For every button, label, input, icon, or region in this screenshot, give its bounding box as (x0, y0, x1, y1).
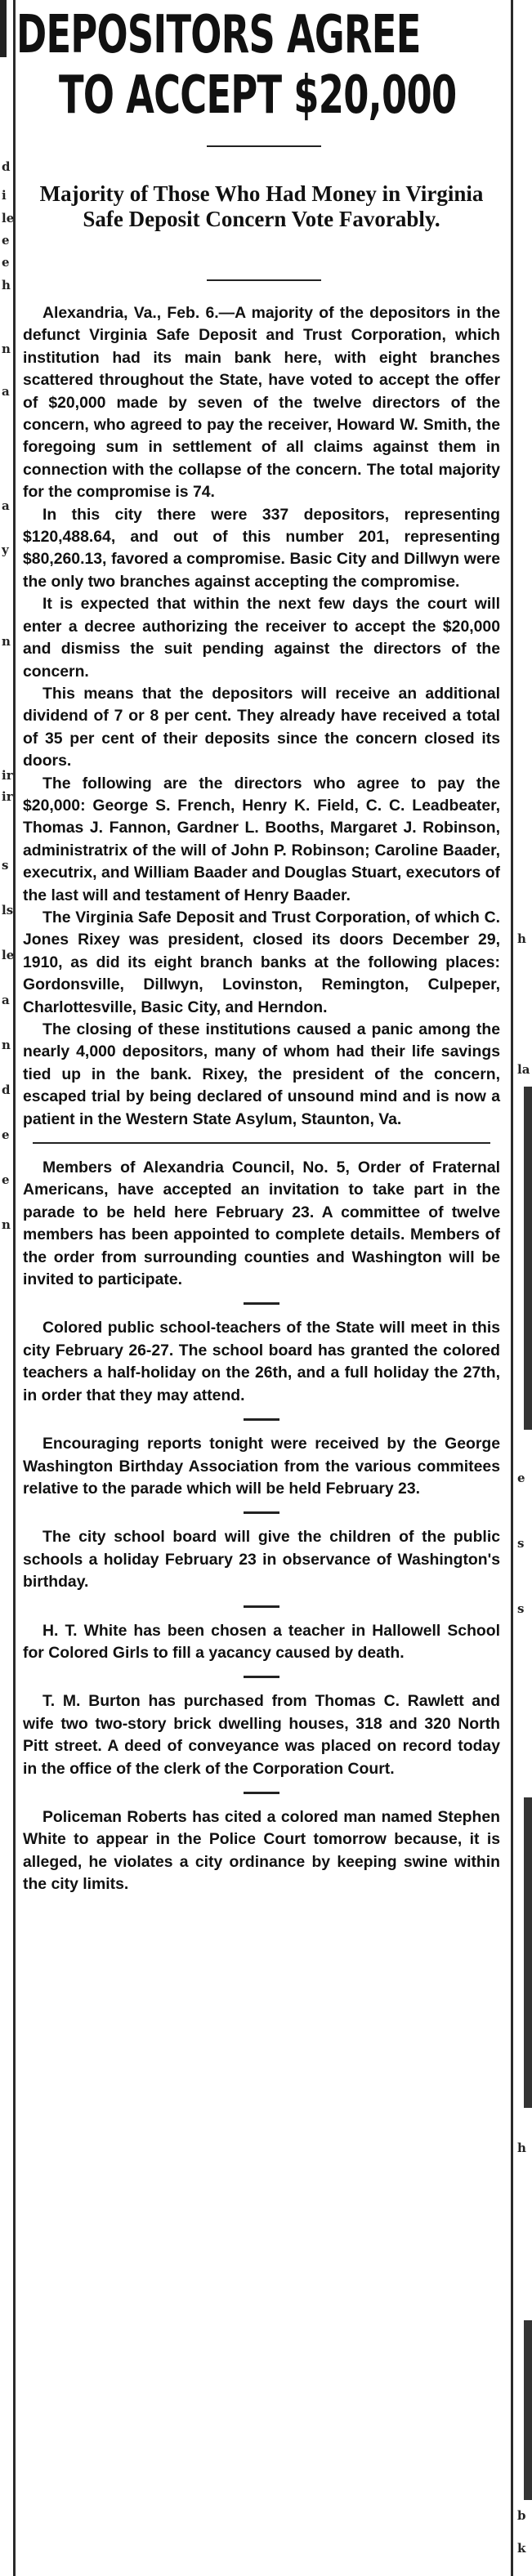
headline-line-1: DEPOSITORS AGREE (16, 5, 421, 65)
body-paragraph: The following are the directors who agree to pay the $20,000: George S. French, Henry K. Field, C. C. Leadbeater, Thomas J. Fannon, Gardner L. Booths, Margaret J. Robinson, administratrix of the will of John P. Robinson; Caroline Baader, executrix, and William Baader and Douglas Stuart, executors of the last will and testament of Henry Baader. (23, 774, 500, 904)
news-item: T. M. Burton has purchased from Thomas C. Rawlett and wife two two-story brick dwelling houses, 318 and 320 North Pitt street. A deed of conveyance was placed on record today in the office of the clerk of the Corporation Court. (23, 1692, 500, 1778)
left-margin-fragment: y (2, 542, 9, 557)
left-margin-fragment: a (2, 498, 10, 513)
item-separator-dash (244, 1605, 279, 1608)
news-item: Members of Alexandria Council, No. 5, Order of Fraternal Americans, have accepted an invitation to take part in the parade to be held here February 23. A committee of twelve members has been appointed to complete details. Members of the order from surrounding counties and Washington will be invited to participate. (23, 1159, 500, 1289)
left-margin-fragment: ir (2, 768, 13, 783)
left-margin-fragment: i (2, 188, 7, 203)
left-margin-fragment: e (2, 255, 10, 270)
left-adjacent-column-edge (0, 0, 16, 2576)
body-paragraph: This means that the depositors will receive an additional dividend of 7 or 8 per cent. They already have received a total of 35 per cent of their deposits since the concern closed its doors. (23, 684, 500, 770)
left-margin-fragment: le (2, 948, 15, 962)
right-margin-fragment: h (517, 931, 526, 946)
right-margin-fragment: b (517, 2508, 526, 2523)
left-margin-fragment: e (2, 1127, 10, 1142)
headline-line-2: TO ACCEPT $20,000 (59, 65, 457, 126)
body-paragraph: Alexandria, Va., Feb. 6.—A majority of the depositors in the defunct Virginia Safe Deposit and Trust Corporation, which institution had its main bank here, with eight branches scattered throughout the State, have voted to accept the offer of $20,000 made by seven of the twelve directors of the concern, who agreed to pay the receiver, Howard W. Smith, the foregoing sum in settlement of all claims against them in connection with the collapse of the concern. The total majority for the compromise is 74. (23, 304, 500, 502)
left-margin-fragment: ir (2, 789, 13, 804)
item-separator-dash (244, 1418, 279, 1421)
right-margin-fragment: k (517, 2541, 526, 2556)
news-item: Encouraging reports tonight were received by the George Washington Birthday Association from the various commitees relative to the parade which will be held February 23. (23, 1435, 500, 1498)
right-ink-blot (524, 2320, 532, 2500)
right-margin-fragment: s (517, 1536, 525, 1551)
body-paragraph: It is expected that within the next few days the court will enter a decree authorizing the receiver to accept the $20,000 and dismiss the suit pending against the directors of the concern. (23, 595, 500, 681)
left-margin-fragment: e (2, 1172, 10, 1187)
body-paragraph: In this city there were 337 depositors, representing $120,488.64, and out of this number 201, representing $80,260.13, favored a compromise. Basic City and Dillwyn were the only two branches against accepting the compromise. (23, 505, 500, 591)
news-item: H. T. White has been chosen a teacher in Hallowell School for Colored Girls to fill a yacancy caused by death. (23, 1621, 500, 1662)
left-margin-fragment: n (2, 1217, 11, 1232)
article-body (23, 302, 500, 1896)
item-separator-dash (244, 1792, 279, 1794)
left-margin-fragment: a (2, 384, 10, 399)
right-margin-fragment: s (517, 1601, 525, 1616)
deck-rule-bottom (207, 279, 321, 281)
section-divider (33, 1142, 490, 1144)
left-margin-fragment: n (2, 1038, 11, 1052)
left-margin-fragment: h (2, 278, 11, 292)
news-article (16, 0, 500, 2576)
left-column-rule (13, 0, 16, 2576)
right-ink-blot (524, 1797, 532, 2108)
left-margin-fragment: s (2, 858, 9, 873)
right-margin-fragment: h (517, 2141, 526, 2155)
news-item: The city school board will give the children of the public schools a holiday February 23 in observance of Washington's birthday. (23, 1528, 500, 1592)
left-margin-fragment: ls (2, 903, 14, 917)
left-margin-fragment: a (2, 993, 10, 1007)
left-margin-fragment: d (2, 1083, 11, 1097)
left-margin-fragment: n (2, 634, 11, 649)
item-separator-dash (244, 1302, 279, 1305)
left-margin-fragment: d (2, 159, 11, 174)
news-item: Colored public school-teachers of the State will meet in this city February 26-27. The school board has granted the colored teachers a half-holiday on the 26th, and a full holiday the 27th, in order that they may attend. (23, 1319, 500, 1404)
subheadline: Majority of Those Who Had Money in Virginia Safe Deposit Concern Vote Favorably. (39, 181, 484, 231)
news-item: Policeman Roberts has cited a colored man named Stephen White to appear in the Police Court tomorrow because, it is alleged, he violates a city ordinance by keeping swine within the city limits. (23, 1807, 500, 1894)
right-adjacent-column-edge (511, 0, 532, 2576)
left-margin-fragment: n (2, 342, 11, 356)
right-column-rule (511, 0, 513, 2576)
item-separator-dash (244, 1511, 279, 1514)
left-ink-blot (0, 0, 7, 57)
right-margin-fragment: e (517, 1471, 525, 1485)
body-paragraph: The closing of these institutions caused a panic among the nearly 4,000 depositors, many of whom had their life savings tied up in the bank. Rixey, the president of the concern, escaped trial by being declared of unsound mind and is now a patient in the Western State Asylum, Staunton, Va. (23, 1020, 500, 1128)
left-margin-fragment: le (2, 211, 15, 225)
body-paragraph: The Virginia Safe Deposit and Trust Corporation, of which C. Jones Rixey was president, closed its doors December 29, 1910, as did its eight branch banks at the following places: Gordonsville, Dillwyn, Lovinston, Remington, Culpeper, Charlottesville, Basic City, and Herndon. (23, 908, 500, 1016)
right-margin-fragment: la (517, 1062, 530, 1077)
left-margin-fragment: e (2, 233, 10, 248)
item-separator-dash (244, 1676, 279, 1678)
right-ink-blot (524, 1087, 532, 1430)
deck-rule-top (207, 145, 321, 147)
